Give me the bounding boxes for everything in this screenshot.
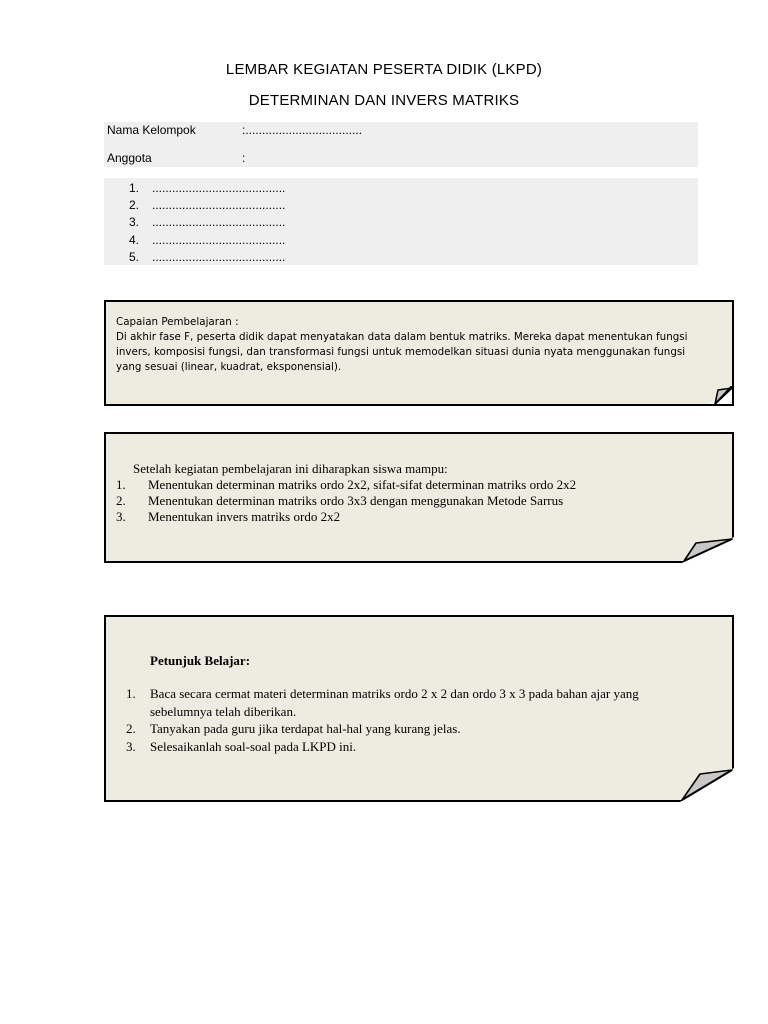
group-name-label: Nama Kelompok: [107, 123, 196, 137]
capaian-text-line: yang sesuai (linear, kuadrat, eksponensial).: [116, 361, 342, 373]
member-number: 4.: [129, 232, 140, 247]
objective-number: 1.: [116, 477, 126, 492]
member-number: 5.: [129, 249, 140, 264]
capaian-heading: Capaian Pembelajaran :: [116, 316, 239, 328]
group-name-field[interactable]: :...................................: [242, 123, 363, 137]
group-info-panel: [104, 122, 698, 167]
learning-objectives-note: [104, 432, 734, 563]
member-name-field[interactable]: ........................................: [152, 198, 286, 213]
study-instructions-note: [104, 615, 734, 802]
member-number: 2.: [129, 198, 140, 213]
members-label: Anggota: [107, 151, 152, 165]
instruction-number: 3.: [126, 738, 136, 754]
capaian-text-line: Di akhir fase F, peserta didik dapat menyatakan data dalam bentuk matriks. Mereka dapat menentukan fungsi: [116, 331, 688, 343]
member-name-field[interactable]: ........................................: [152, 215, 286, 230]
member-name-field[interactable]: ........................................: [152, 232, 286, 247]
folded-corner-icon: [680, 768, 734, 802]
instructions-list: [106, 685, 706, 755]
capaian-text-line: invers, komposisi fungsi, dan transformasi fungsi untuk memodelkan situasi dunia nyata menggunakan fungsi: [116, 346, 686, 358]
worksheet-title: LEMBAR KEGIATAN PESERTA DIDIK (LKPD): [225, 61, 543, 78]
objective-text: Menentukan determinan matriks ordo 2x2, sifat-sifat determinan matriks ordo 2x2: [148, 477, 577, 492]
objectives-intro: Setelah kegiatan pembelajaran ini diharapkan siswa mampu:: [133, 461, 448, 476]
members-colon: :: [242, 151, 246, 165]
instruction-number: 2.: [126, 721, 136, 736]
member-name-field[interactable]: ........................................: [152, 181, 286, 195]
instruction-text: Selesaikanlah soal-soal pada LKPD ini.: [150, 738, 357, 754]
instruction-number: 1.: [126, 686, 136, 701]
member-number: 1.: [129, 181, 140, 195]
instructions-heading: Petunjuk Belajar:: [150, 653, 251, 668]
objective-text: Menentukan invers matriks ordo 2x2: [148, 509, 341, 524]
instruction-text: Baca secara cermat materi determinan matriks ordo 2 x 2 dan ordo 3 x 3 pada bahan ajar yang sebelumnya telah diberikan.: [150, 686, 639, 719]
instruction-item: [106, 685, 706, 720]
member-name-field[interactable]: ........................................: [152, 249, 286, 264]
capaian-pembelajaran-note: [104, 300, 734, 406]
instruction-text: Tanyakan pada guru jika terdapat hal-hal yang kurang jelas.: [150, 721, 461, 736]
folded-corner-icon: [708, 386, 734, 406]
members-panel: [104, 178, 698, 265]
objective-text: Menentukan determinan matriks ordo 3x3 dengan menggunakan Metode Sarrus: [148, 493, 564, 508]
member-number: 3.: [129, 215, 140, 230]
objective-number: 3.: [116, 509, 126, 524]
instruction-item: [106, 738, 706, 756]
worksheet-subtitle: DETERMINAN DAN INVERS MATRIKS: [248, 92, 520, 109]
instruction-item: [106, 720, 706, 738]
folded-corner-icon: [682, 537, 734, 563]
objective-number: 2.: [116, 493, 126, 508]
